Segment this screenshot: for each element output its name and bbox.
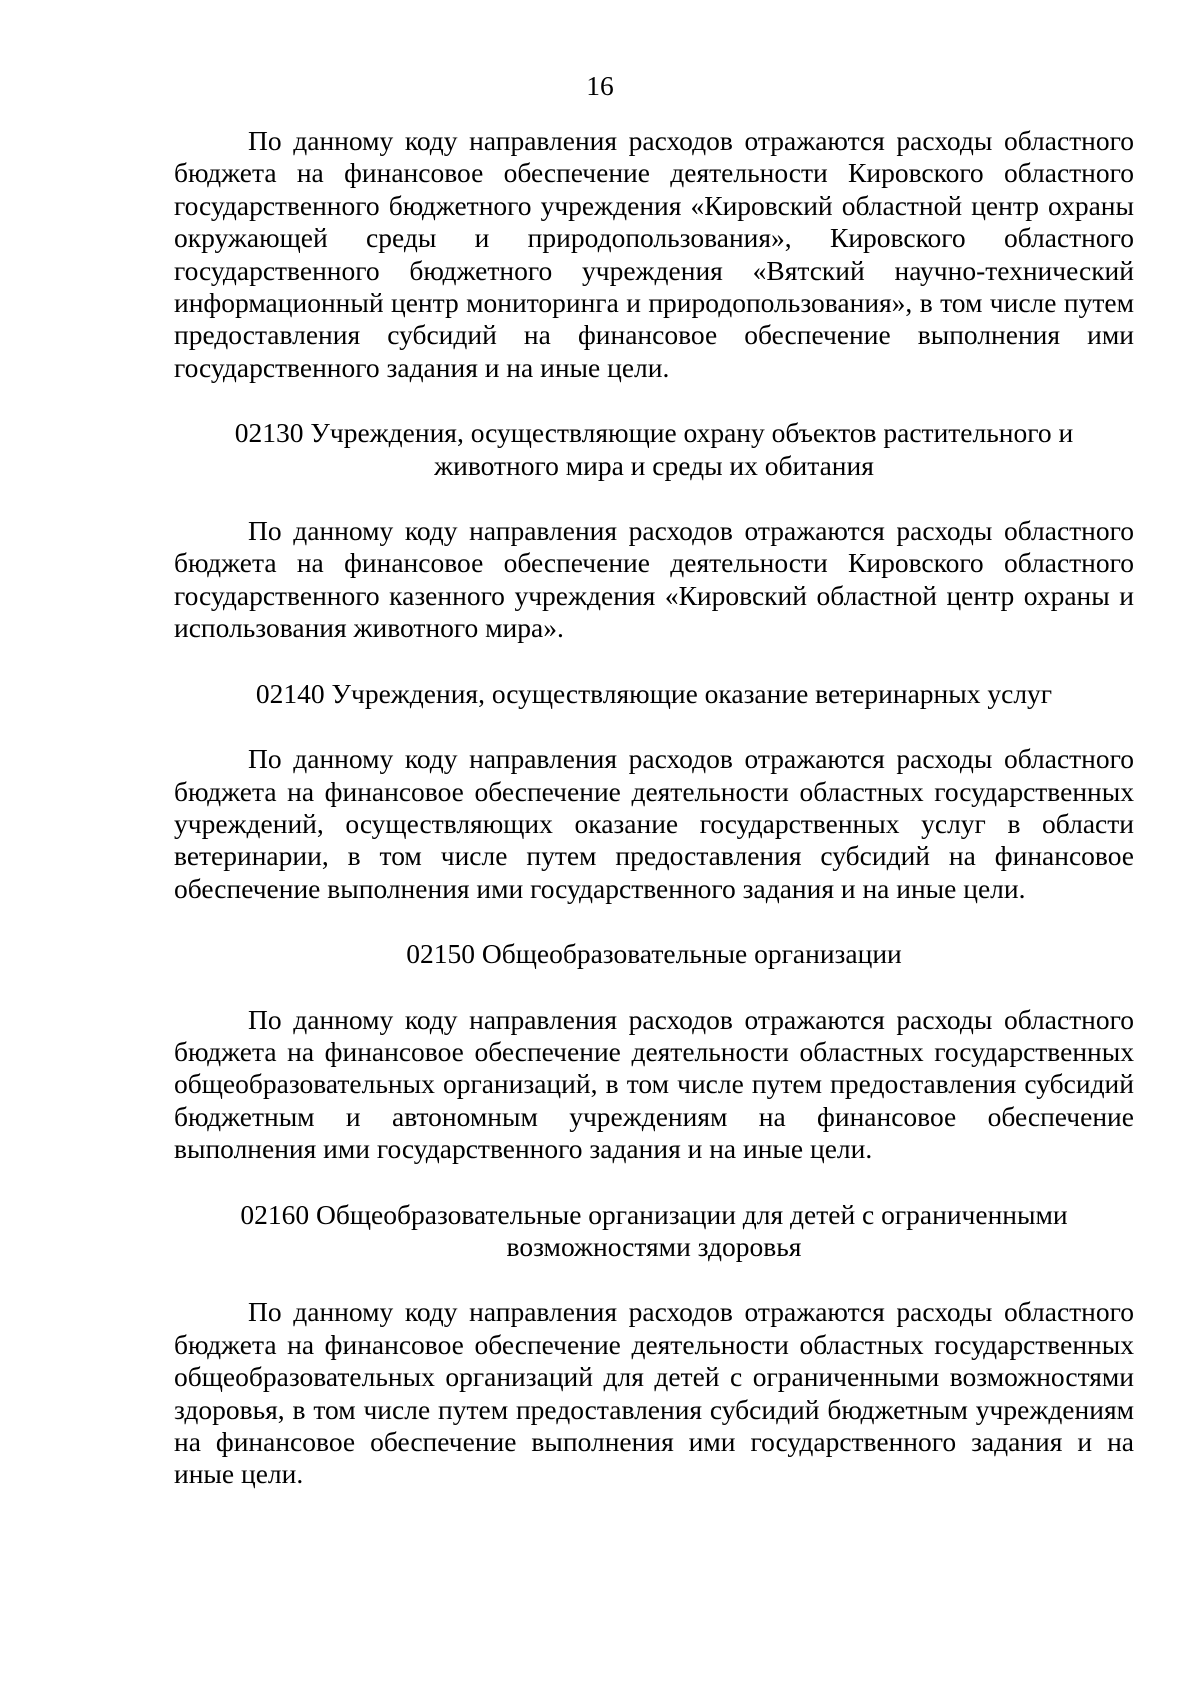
- page-number: 16: [586, 70, 614, 101]
- document-body: [174, 125, 1134, 1491]
- paragraph-02130-description: По данному коду направления расходов отражаются расходы областного бюджета на финансовое обеспечение деятельности Кировского областного государственного казенного учреждения «Кировский областной центр охраны и использования животного мира».: [174, 515, 1134, 644]
- spacer: [174, 710, 1134, 743]
- section-heading-02160: 02160 Общеобразовательные организации для детей с ограниченными возможностями здоровья: [240, 1198, 1068, 1262]
- spacer: [174, 971, 1134, 1004]
- paragraph-02160-description: По данному коду направления расходов отражаются расходы областного бюджета на финансовое обеспечение деятельности областных государственных общеобразовательных организаций для детей с ограниченными возможностями здоровья, в том числе путем предоставления субсидий бюджетным учреждениям на финансовое обеспечение выполнения ими государственного задания и на иные цели.: [174, 1296, 1134, 1490]
- section-heading-02130: 02130 Учреждения, осуществляющие охрану объектов растительного и животного мира и среды их обитания: [234, 417, 1074, 481]
- section-heading-02140: 02140 Учреждения, осуществляющие оказание ветеринарных услуг: [255, 677, 1053, 709]
- spacer: [174, 482, 1134, 515]
- spacer: [174, 384, 1134, 417]
- section-heading-02150: 02150 Общеобразовательные организации: [406, 938, 902, 970]
- paragraph-02120-description: По данному коду направления расходов отражаются расходы областного бюджета на финансовое обеспечение деятельности Кировского областного государственного бюджетного учреждения «Кировский областной центр охраны окружающей среды и природопользования», Кировского областного государственного бюджетного учреждения «Вятский научно-технический информационный центр мониторинга и природопользования», в том числе путем предоставления субсидий на финансовое обеспечение выполнения ими государственного задания и на иные цели.: [174, 125, 1134, 383]
- spacer: [174, 905, 1134, 938]
- spacer: [174, 1166, 1134, 1199]
- spacer: [174, 1263, 1134, 1296]
- paragraph-02150-description: По данному коду направления расходов отражаются расходы областного бюджета на финансовое обеспечение деятельности областных государственных общеобразовательных организаций, в том числе путем предоставления субсидий бюджетным и автономным учреждениям на финансовое обеспечение выполнения ими государственного задания и на иные цели.: [174, 1003, 1134, 1165]
- spacer: [174, 645, 1134, 678]
- paragraph-02140-description: По данному коду направления расходов отражаются расходы областного бюджета на финансовое обеспечение деятельности областных государственных учреждений, осуществляющих оказание государственных услуг в области ветеринарии, в том числе путем предоставления субсидий на финансовое обеспечение выполнения ими государственного задания и на иные цели.: [174, 743, 1134, 904]
